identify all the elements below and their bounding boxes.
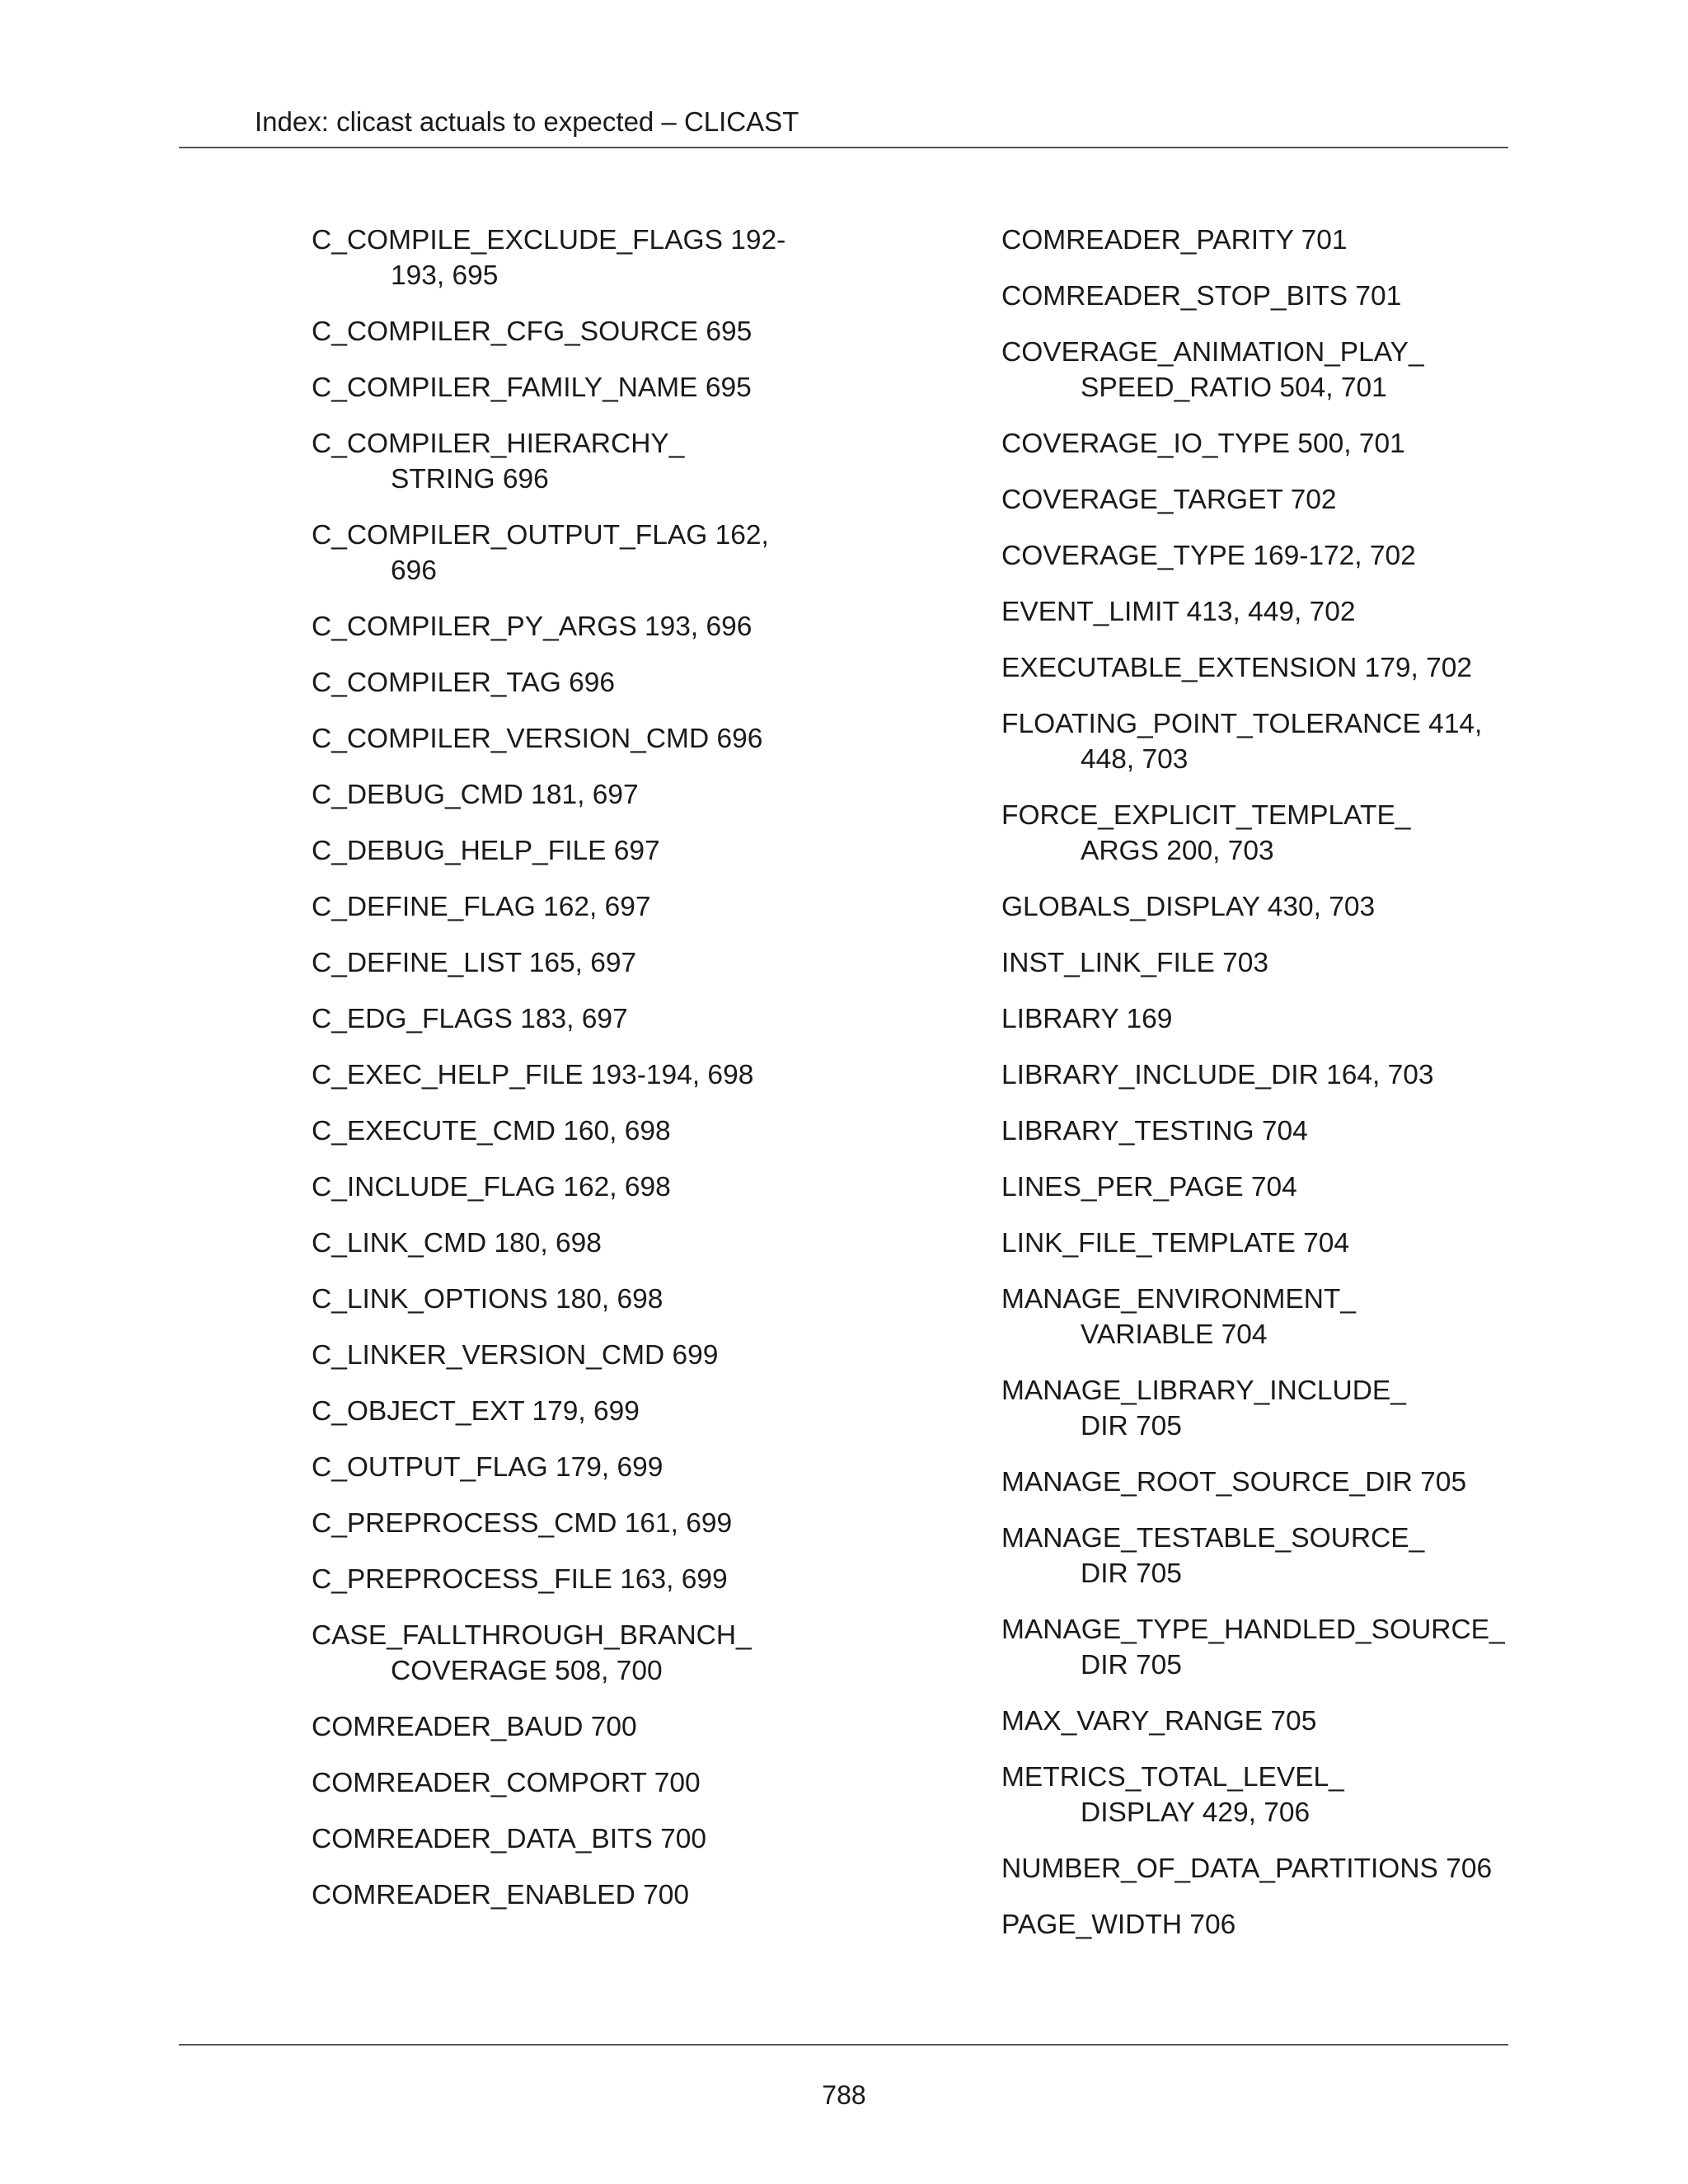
index-entry: C_DEFINE_LIST 165, 697 [312,948,637,978]
index-entry: CASE_FALLTHROUGH_BRANCH_ COVERAGE 508, 700 [312,1620,752,1686]
index-entry: C_OUTPUT_FLAG 179, 699 [312,1452,663,1483]
index-column-left [312,223,806,1933]
index-entry: LIBRARY_TESTING 704 [1001,1116,1308,1146]
index-entry: C_EDG_FLAGS 183, 697 [312,1004,628,1034]
index-column-right [1001,223,1529,1963]
index-entry: MANAGE_LIBRARY_INCLUDE_ DIR 705 [1001,1376,1406,1441]
index-entry: COMREADER_ENABLED 700 [312,1880,689,1910]
index-entry: C_COMPILER_TAG 696 [312,668,616,698]
index-entry: C_COMPILER_CFG_SOURCE 695 [312,316,753,347]
index-entry: C_LINKER_VERSION_CMD 699 [312,1340,719,1371]
index-entry: NUMBER_OF_DATA_PARTITIONS 706 [1001,1854,1493,1884]
index-entry: C_EXEC_HELP_FILE 193-194, 698 [312,1060,754,1090]
index-entry: C_COMPILE_EXCLUDE_FLAGS 192- 193, 695 [312,225,786,291]
index-entry: C_COMPILER_PY_ARGS 193, 696 [312,612,753,642]
index-entry: COMREADER_DATA_BITS 700 [312,1824,707,1854]
index-entry: FLOATING_POINT_TOLERANCE 414, 448, 703 [1001,709,1483,775]
index-entry: C_LINK_CMD 180, 698 [312,1228,602,1258]
index-entry: C_COMPILER_OUTPUT_FLAG 162, 696 [312,520,769,586]
index-entry: COVERAGE_TARGET 702 [1001,485,1337,515]
index-entry: C_DEFINE_FLAG 162, 697 [312,892,651,922]
index-entry: FORCE_EXPLICIT_TEMPLATE_ ARGS 200, 703 [1001,800,1411,866]
index-entry: LINES_PER_PAGE 704 [1001,1172,1297,1202]
index-entry: COVERAGE_TYPE 169-172, 702 [1001,541,1416,571]
index-entry: EXECUTABLE_EXTENSION 179, 702 [1001,653,1472,683]
index-entry: COMREADER_STOP_BITS 701 [1001,281,1402,312]
index-entry: COVERAGE_IO_TYPE 500, 701 [1001,429,1405,459]
index-entry: PAGE_WIDTH 706 [1001,1910,1236,1940]
index-entry: C_COMPILER_HIERARCHY_ STRING 696 [312,429,685,494]
index-entry: C_COMPILER_FAMILY_NAME 695 [312,373,752,403]
index-entry: COMREADER_BAUD 700 [312,1712,637,1742]
index-entry: MANAGE_ENVIRONMENT_ VARIABLE 704 [1001,1284,1356,1350]
index-entry: GLOBALS_DISPLAY 430, 703 [1001,892,1376,922]
index-entry: COMREADER_PARITY 701 [1001,225,1348,255]
running-header: Index: clicast actuals to expected – CLICAST [255,106,799,137]
index-entry: MAX_VARY_RANGE 705 [1001,1706,1317,1736]
index-entry: COVERAGE_ANIMATION_PLAY_ SPEED_RATIO 504, 701 [1001,337,1424,403]
index-entry: EVENT_LIMIT 413, 449, 702 [1001,597,1356,627]
index-entry: C_PREPROCESS_FILE 163, 699 [312,1564,728,1595]
index-entry: C_COMPILER_VERSION_CMD 696 [312,724,763,754]
index-entry: COMREADER_COMPORT 700 [312,1768,701,1798]
index-entry: MANAGE_TYPE_HANDLED_SOURCE_ DIR 705 [1001,1615,1505,1680]
index-entry: LIBRARY_INCLUDE_DIR 164, 703 [1001,1060,1434,1090]
index-entry: C_PREPROCESS_CMD 161, 699 [312,1508,733,1539]
index-entry: LIBRARY 169 [1001,1004,1173,1034]
index-entry: INST_LINK_FILE 703 [1001,948,1268,978]
index-entry: C_DEBUG_CMD 181, 697 [312,780,639,810]
index-entry: C_EXECUTE_CMD 160, 698 [312,1116,671,1146]
index-entry: C_LINK_OPTIONS 180, 698 [312,1284,663,1315]
index-entry: C_DEBUG_HELP_FILE 697 [312,836,660,866]
index-entry: METRICS_TOTAL_LEVEL_ DISPLAY 429, 706 [1001,1762,1344,1828]
index-entry: C_INCLUDE_FLAG 162, 698 [312,1172,671,1202]
header-rule [179,147,1508,148]
index-entry: LINK_FILE_TEMPLATE 704 [1001,1228,1350,1258]
page-number: 788 [822,2080,866,2110]
footer-rule [179,2044,1508,2046]
index-entry: MANAGE_ROOT_SOURCE_DIR 705 [1001,1467,1467,1497]
index-entry: MANAGE_TESTABLE_SOURCE_ DIR 705 [1001,1523,1425,1589]
index-entry: C_OBJECT_EXT 179, 699 [312,1396,640,1427]
